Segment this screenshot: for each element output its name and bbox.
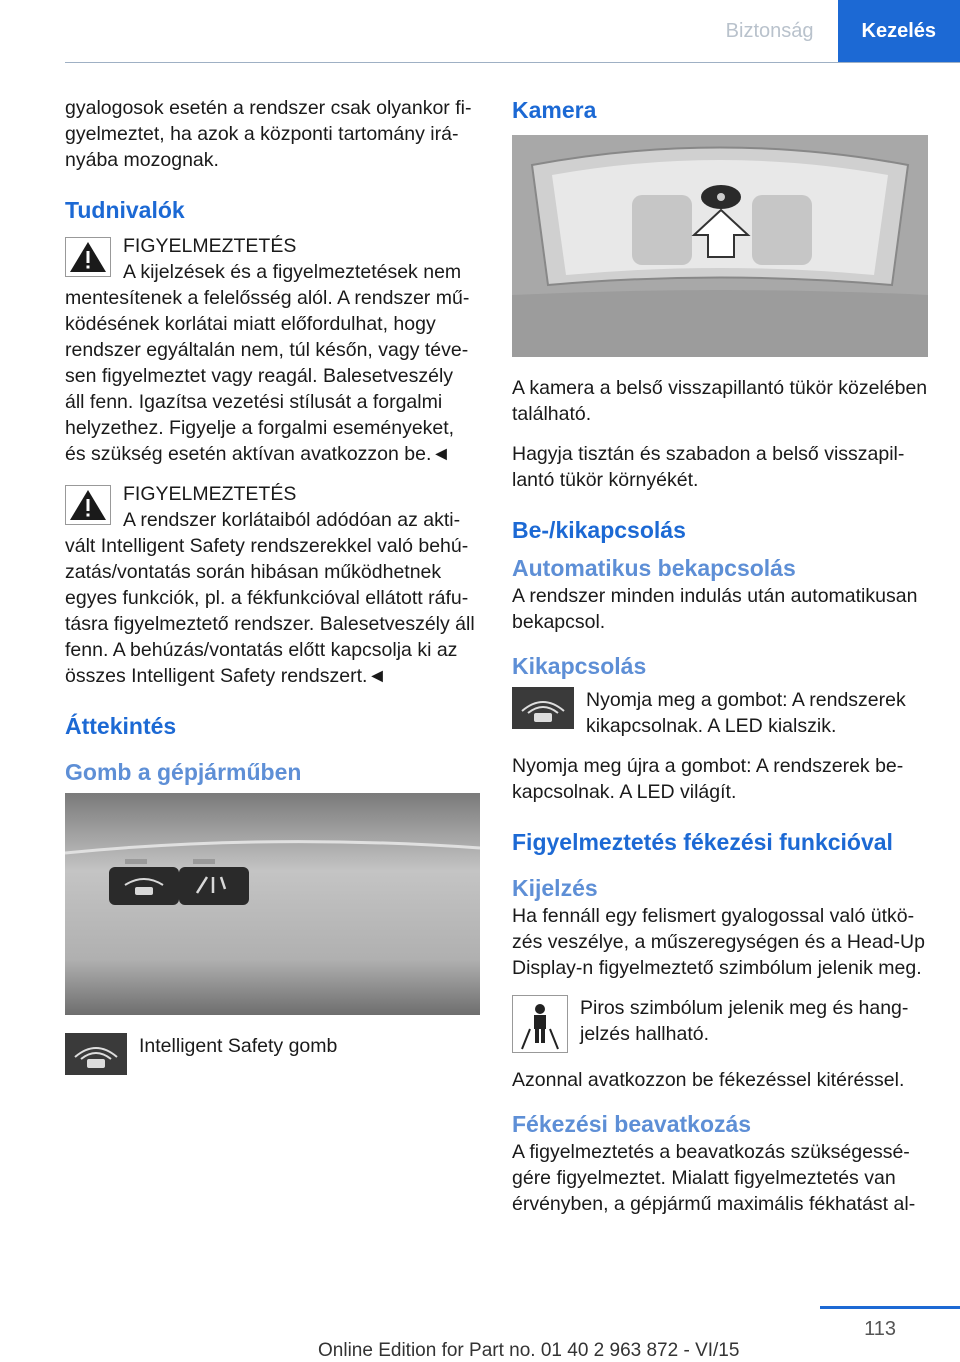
footer-rule: [820, 1306, 960, 1309]
warning-block-1: [65, 233, 477, 467]
left-column: [65, 95, 477, 1089]
pedestrian-symbol-row: [512, 995, 928, 1053]
button-heading: Gomb a gépjárműben: [65, 759, 302, 785]
button-photo: [65, 793, 480, 1015]
camera-text-2: Hagyja tisztán és szabadon a belső visszapillantó tükör környékét.: [512, 443, 905, 491]
brake-heading: Fékezési beavatkozás: [512, 1111, 752, 1137]
off-button-row: [512, 687, 928, 739]
intelligent-safety-button-icon: [512, 687, 574, 729]
warning-title: FIGYELMEZTETÉS: [123, 235, 297, 257]
edition-text: Online Edition for Part no. 01 40 2 963 872 - VI/15: [318, 1340, 740, 1361]
off-text: Nyomja meg a gombot: A rendszerek kikapcsolnak. A LED kialszik.: [586, 689, 906, 737]
auto-on-text: A rendszer minden indulás után automatikusan bekapcsol.: [512, 585, 918, 633]
off-heading: Kikapcsolás: [512, 653, 647, 679]
pedestrian-warning-icon: [512, 995, 568, 1053]
page-number: 113: [864, 1318, 896, 1340]
header-rule: [65, 62, 960, 63]
camera-text-1: A kamera a belső visszapillantó tükör közelében található.: [512, 377, 928, 425]
intelligent-safety-button-row: [65, 1033, 477, 1075]
page-header: [702, 0, 960, 62]
warn-brake-heading: Figyelmeztetés fékezési funkcióval: [512, 829, 893, 855]
button-caption: Intelligent Safety gomb: [139, 1035, 338, 1057]
intelligent-safety-button-icon: [65, 1033, 127, 1075]
react-text: Azonnal avatkozzon be fékezéssel kitéréssel.: [512, 1069, 905, 1091]
red-symbol-text: Piros szimbólum jelenik meg és hangjelzés hallható.: [580, 997, 909, 1045]
warning-title: FIGYELMEZTETÉS: [123, 483, 297, 505]
on-again-text: Nyomja meg újra a gombot: A rendszerek bekapcsolnak. A LED világít.: [512, 755, 904, 803]
intro-paragraph: gyalogosok esetén a rendszer csak olyankor figyelmeztet, ha azok a központi tartomány irányába mozognak.: [65, 97, 472, 171]
auto-on-heading: Automatikus bekapcsolás: [512, 555, 796, 581]
warning-triangle-icon: [65, 237, 111, 277]
warning-text: A kijelzések és a figyelmeztetések nem mentesítenek a felelősség alól. A rendszer működésének korlátai miatt előfordulhat, hogy rendszer egyáltalán nem, túl későn, vagy tévesen figyelmeztet vagy reagál. Balesetveszély áll fenn. Igazítsa vezetési stílusát a forgalmi helyzethez. Figyelje a forgalmi eseményeket, és szükség esetén aktívan avatkozzon be.◄: [65, 261, 470, 465]
display-text: Ha fennáll egy felismert gyalogossal való ütközés veszélye, a műszeregységen és a Head-Up Display-n figyelmeztető szimbólum jelenik meg.: [512, 905, 925, 979]
warning-block-2: [65, 481, 477, 689]
camera-heading: Kamera: [512, 97, 597, 123]
onoff-heading: Be-/kikapcsolás: [512, 517, 686, 543]
header-section[interactable]: Biztonság: [725, 20, 814, 42]
display-heading: Kijelzés: [512, 875, 598, 901]
warning-text: A rendszer korlátaiból adódóan az aktivált Intelligent Safety rendszerekkel való behúzatás/vontatás során hibásan működhetnek egyes funkciók, pl. a fékfunkcióval ellátott ráfutásra figyelmeztető rendszer. Balesetveszély áll fenn. A behúzás/vontatás előtt kapcsolja ki az összes Intelligent Safety rendszert.◄: [65, 509, 475, 687]
right-column: [512, 95, 928, 1231]
notes-heading: Tudnivalók: [65, 197, 185, 223]
header-chapter[interactable]: Kezelés: [838, 0, 960, 62]
camera-photo: [512, 135, 928, 357]
warning-triangle-icon: [65, 485, 111, 525]
overview-heading: Áttekintés: [65, 713, 177, 739]
brake-text: A figyelmeztetés a beavatkozás szükségességére figyelmeztet. Mialatt figyelmeztetés van érvényben, a gépjármű maximális fékhatást al-: [512, 1141, 916, 1215]
